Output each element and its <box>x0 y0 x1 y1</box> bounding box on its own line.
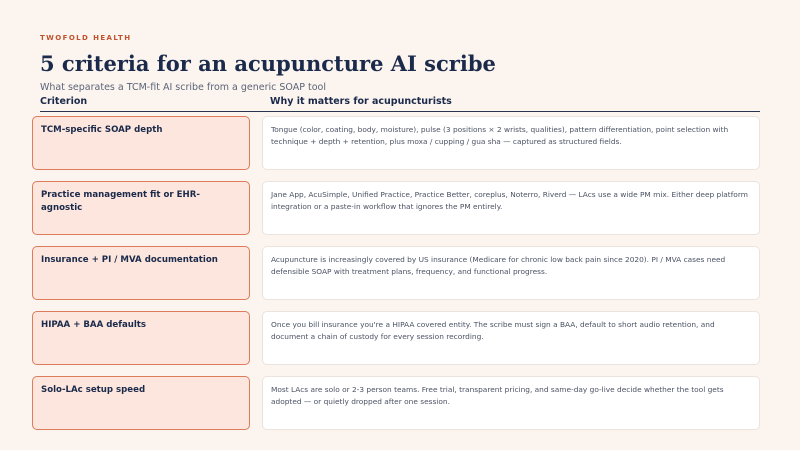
table-row <box>32 246 760 300</box>
why-cell: Jane App, AcuSimple, Unified Practice, Practice Better, coreplus, Noterro, Riverd — LAcs use a wide PM mix. Either deep platform integration or a paste-in workflow that ignores the PM entirely. <box>262 181 760 235</box>
table-row <box>32 181 760 235</box>
criterion-cell: Practice management fit or EHR-agnostic <box>32 181 250 235</box>
table-header <box>40 96 760 112</box>
brand-label: TWOFOLD HEALTH <box>40 34 132 42</box>
table-row <box>32 116 760 170</box>
why-cell: Tongue (color, coating, body, moisture), pulse (3 positions × 2 wrists, qualities), pattern differentiation, point selection with technique + depth + retention, plus moxa / cupping / gua sha — captured as structured fields. <box>262 116 760 170</box>
table-row <box>32 376 760 430</box>
why-cell: Once you bill insurance you're a HIPAA covered entity. The scribe must sign a BAA, default to short audio retention, and document a chain of custody for every session recording. <box>262 311 760 365</box>
why-cell: Acupuncture is increasingly covered by US insurance (Medicare for chronic low back pain since 2020). PI / MVA cases need defensible SOAP with treatment plans, frequency, and functional progress. <box>262 246 760 300</box>
criterion-cell: Solo-LAc setup speed <box>32 376 250 430</box>
column-header-why: Why it matters for acupuncturists <box>270 96 452 107</box>
page-subtitle: What separates a TCM-fit AI scribe from a generic SOAP tool <box>40 82 326 93</box>
why-cell: Most LAcs are solo or 2-3 person teams. Free trial, transparent pricing, and same-day go-live decide whether the tool gets adopted — or quietly dropped after one session. <box>262 376 760 430</box>
criterion-cell: Insurance + PI / MVA documentation <box>32 246 250 300</box>
criterion-cell: TCM-specific SOAP depth <box>32 116 250 170</box>
table-row <box>32 311 760 365</box>
criterion-cell: HIPAA + BAA defaults <box>32 311 250 365</box>
page-title: 5 criteria for an acupuncture AI scribe <box>40 51 496 76</box>
column-header-criterion: Criterion <box>40 96 88 107</box>
